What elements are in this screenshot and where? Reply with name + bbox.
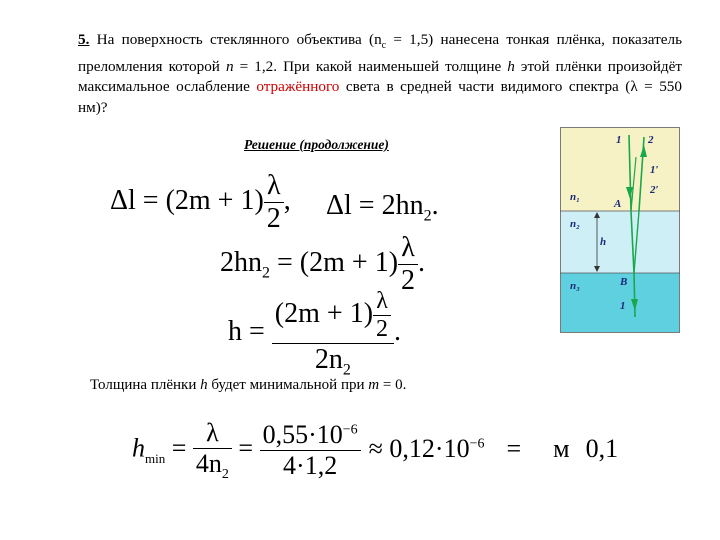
f1-lhs: Δl = [110, 184, 166, 216]
label-B: B [620, 276, 628, 288]
note-t3: = 0. [379, 377, 407, 393]
f5-num2-expr: 0,55·10 [262, 420, 343, 450]
label-ray1: 1 [616, 134, 622, 146]
f5-eq1: = [165, 433, 193, 463]
f5-den1-sub: 2 [221, 467, 229, 483]
problem-n-var: n [225, 57, 234, 75]
f5-approx-expr: ≈ 0,12·10 [368, 433, 470, 463]
f5-eq2: = [231, 433, 260, 463]
f4-h: h = [228, 316, 272, 348]
f5-frac1 [193, 418, 232, 483]
problem-text-2: = 1,5) нанесена тонкая плёнка, показатель преломления которой [78, 31, 682, 75]
formula-thickness [228, 288, 401, 380]
f3-rhs: (2m + 1) [299, 246, 399, 278]
f3-lhs: 2hn [220, 246, 262, 278]
formula-hmin [132, 418, 618, 483]
problem-text-5: света в средней части видимого спектра (λ = 550 нм)? [78, 78, 682, 116]
f2-dot: . [431, 190, 439, 221]
f5-unit: м [553, 433, 570, 463]
problem-text-3: = 1,2. При какой наименьшей толщине [233, 57, 508, 75]
formula-path-difference-1 [110, 170, 291, 235]
thin-film-diagram [560, 127, 680, 333]
label-ray1p: 1′ [650, 164, 659, 176]
f5-den1-expr: 4n [195, 449, 222, 478]
label-ray2: 2 [648, 134, 654, 146]
f3-den: 2 [401, 265, 416, 296]
f2-expr: Δl = 2hn [326, 190, 424, 221]
f2-sub: 2 [423, 207, 432, 225]
f4-den-sub: 2 [342, 361, 351, 379]
f4-inner-num: λ [373, 288, 391, 316]
f1-fraction [264, 170, 284, 235]
label-n3: n₃ [570, 280, 580, 292]
note-m: m [368, 377, 380, 393]
solution-title: Решение (продолжение) [244, 137, 389, 152]
problem-highlight: отражённого [256, 78, 340, 96]
f5-den2: 4·1,2 [283, 451, 338, 481]
problem-number: 5. [78, 31, 90, 48]
f1-rhs: (2m + 1) [165, 184, 264, 216]
f5-exp: −6 [342, 422, 358, 438]
note-t1: Толщина плёнки [90, 377, 201, 393]
f4-dot: . [394, 316, 402, 348]
f1-den: 2 [266, 203, 281, 234]
label-h: h [600, 236, 607, 248]
problem-text-4: этой плёнки произойдёт максимальное ослабление [78, 57, 682, 96]
problem-h-var: h [507, 57, 515, 75]
f3-num: λ [398, 232, 418, 265]
label-ray2p: 2′ [650, 184, 659, 196]
f3-dot: . [418, 246, 426, 278]
f4-den: $2n_2$ [314, 344, 351, 379]
f5-exp2: −6 [469, 435, 485, 451]
note-h: h [200, 377, 208, 393]
f3-eq: = [270, 246, 300, 278]
note-t2: будет минимальной при [207, 377, 369, 393]
label-n1: n₁ [570, 191, 580, 203]
problem-statement [78, 30, 682, 118]
f5-num2 [260, 420, 361, 451]
f5-sub: min [145, 450, 166, 466]
formula-path-difference-2 [326, 190, 439, 226]
f5-eq3: = [506, 433, 522, 463]
f4-inner-den: 2 [376, 316, 389, 342]
f5-h: h [132, 433, 145, 463]
label-n2: n₂ [570, 218, 580, 230]
f4-num-expr: (2m + 1) [274, 297, 374, 329]
problem-sub-c: с [381, 40, 387, 52]
f5-approx [369, 434, 485, 463]
label-A: A [614, 198, 622, 210]
f5-val: 0,1 [585, 433, 619, 463]
f4-num [272, 288, 394, 344]
f1-num: λ [264, 170, 284, 203]
f5-den1 [193, 449, 232, 483]
f5-num1: λ [193, 418, 232, 449]
f1-comma: , [283, 184, 291, 216]
minimum-note [90, 377, 406, 394]
f4-fraction [272, 288, 394, 380]
f3-fraction [398, 232, 418, 297]
f4-inner-fraction [373, 288, 391, 343]
label-bottom1: 1 [620, 300, 626, 312]
f3-sub: 2 [262, 264, 270, 282]
problem-text-1: На поверхность стеклянного объектива (n [89, 31, 382, 48]
f5-frac2 [260, 420, 361, 481]
